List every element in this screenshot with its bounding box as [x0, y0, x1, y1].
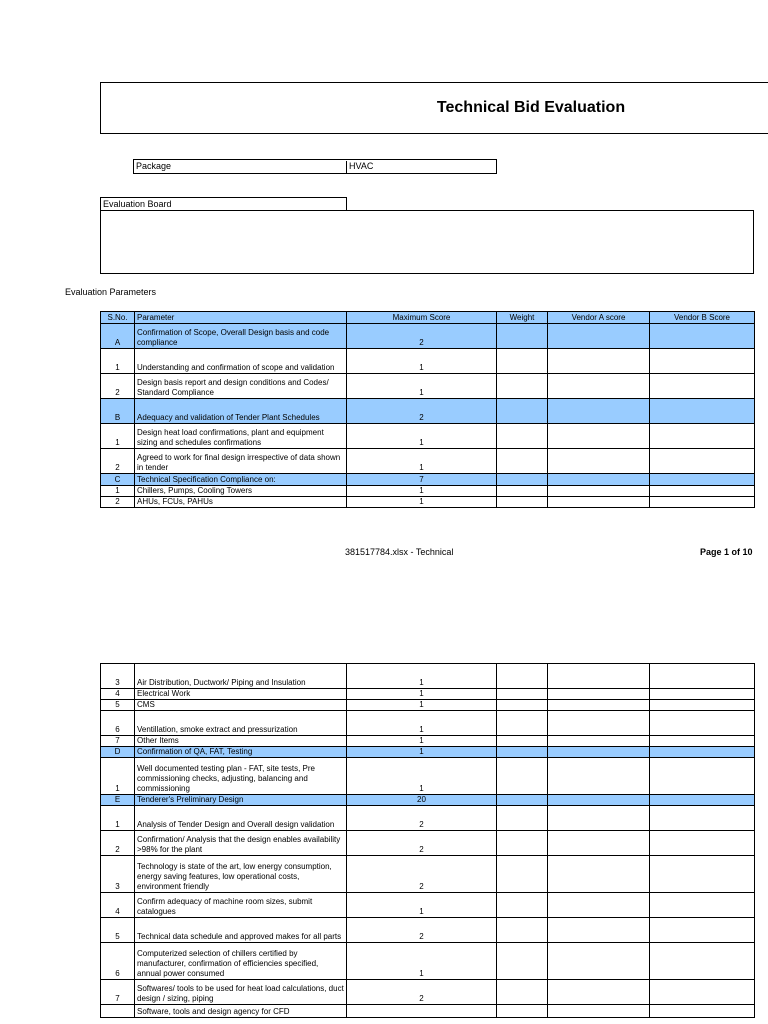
cell-sno: 7: [101, 736, 135, 747]
cell-vendor-b-score[interactable]: [650, 349, 755, 374]
cell-weight[interactable]: [497, 711, 548, 736]
evaluation-parameters-label: Evaluation Parameters: [65, 287, 157, 297]
cell-vendor-a-score[interactable]: [548, 689, 650, 700]
package-row: [133, 159, 497, 174]
cell-weight[interactable]: [497, 474, 548, 486]
cell-vendor-a-score[interactable]: [548, 943, 650, 980]
table-row: [101, 806, 755, 831]
cell-sno: 5: [101, 918, 135, 943]
cell-vendor-a-score[interactable]: [548, 474, 650, 486]
cell-max-score: 1: [347, 374, 497, 399]
table-row: [101, 980, 755, 1005]
table-row: [101, 349, 755, 374]
col-header-vendor-b: Vendor B Score: [650, 312, 755, 324]
table-row: [101, 943, 755, 980]
cell-max-score: 20: [347, 795, 497, 806]
cell-vendor-a-score[interactable]: [548, 831, 650, 856]
cell-vendor-a-score[interactable]: [548, 374, 650, 399]
cell-max-score: 1: [347, 736, 497, 747]
package-value: HVAC: [346, 161, 373, 174]
cell-max-score: 1: [347, 486, 497, 497]
table-row: [101, 795, 755, 806]
cell-max-score: 1: [347, 424, 497, 449]
cell-max-score: 2: [347, 856, 497, 893]
evaluation-table-page2: [100, 663, 755, 1018]
cell-sno: E: [101, 795, 135, 806]
cell-weight[interactable]: [497, 980, 548, 1005]
cell-parameter: Design heat load confirmations, plant and equipment sizing and schedules confirmations: [135, 424, 347, 449]
cell-weight[interactable]: [497, 689, 548, 700]
page-title: Technical Bid Evaluation: [436, 99, 626, 116]
cell-max-score: 2: [347, 831, 497, 856]
cell-sno: 1: [101, 486, 135, 497]
table-row: [101, 918, 755, 943]
evaluation-table-page1: [100, 311, 755, 508]
cell-weight[interactable]: [497, 497, 548, 508]
cell-parameter: Confirm adequacy of machine room sizes, submit catalogues: [135, 893, 347, 918]
table-row: [101, 424, 755, 449]
cell-vendor-b-score[interactable]: [650, 700, 755, 711]
cell-vendor-b-score[interactable]: [650, 980, 755, 1005]
cell-vendor-a-score[interactable]: [548, 980, 650, 1005]
table-row: [101, 1005, 755, 1018]
table-header-row: [101, 312, 755, 324]
cell-vendor-a-score[interactable]: [548, 736, 650, 747]
table-row: [101, 474, 755, 486]
cell-max-score: 1: [347, 349, 497, 374]
cell-sno: 1: [101, 349, 135, 374]
cell-parameter: Technical Specification Compliance on:: [135, 474, 347, 486]
cell-vendor-a-score[interactable]: [548, 700, 650, 711]
cell-vendor-b-score[interactable]: [650, 736, 755, 747]
cell-vendor-b-score[interactable]: [650, 1005, 755, 1018]
cell-max-score: [347, 1005, 497, 1018]
cell-sno: 2: [101, 497, 135, 508]
table-row: [101, 324, 755, 349]
cell-weight[interactable]: [497, 424, 548, 449]
cell-weight[interactable]: [497, 324, 548, 349]
cell-weight[interactable]: [497, 1005, 548, 1018]
cell-vendor-b-score[interactable]: [650, 747, 755, 758]
col-header-vendor-a: Vendor A score: [548, 312, 650, 324]
cell-vendor-b-score[interactable]: [650, 474, 755, 486]
cell-sno: D: [101, 747, 135, 758]
cell-vendor-b-score[interactable]: [650, 711, 755, 736]
cell-vendor-a-score[interactable]: [548, 747, 650, 758]
footer-page-number: Page 1 of 10: [700, 547, 753, 557]
cell-max-score: 2: [347, 918, 497, 943]
cell-sno: C: [101, 474, 135, 486]
table-row: [101, 856, 755, 893]
cell-vendor-a-score[interactable]: [548, 664, 650, 689]
col-header-max-score: Maximum Score: [347, 312, 497, 324]
cell-weight[interactable]: [497, 736, 548, 747]
cell-parameter: Agreed to work for final design irrespective of data shown in tender: [135, 449, 347, 474]
cell-sno: A: [101, 324, 135, 349]
cell-weight[interactable]: [497, 758, 548, 795]
cell-parameter: Understanding and confirmation of scope and validation: [135, 349, 347, 374]
col-header-sno: S.No.: [101, 312, 135, 324]
cell-parameter: Confirmation of Scope, Overall Design basis and code compliance: [135, 324, 347, 349]
cell-parameter: Chillers, Pumps, Cooling Towers: [135, 486, 347, 497]
cell-vendor-a-score[interactable]: [548, 856, 650, 893]
cell-parameter: Ventillation, smoke extract and pressurization: [135, 711, 347, 736]
cell-sno: 6: [101, 711, 135, 736]
cell-vendor-b-score[interactable]: [650, 893, 755, 918]
cell-max-score: 1: [347, 449, 497, 474]
cell-vendor-b-score[interactable]: [650, 486, 755, 497]
cell-max-score: 1: [347, 700, 497, 711]
table-row: [101, 497, 755, 508]
cell-max-score: 1: [347, 747, 497, 758]
cell-weight[interactable]: [497, 486, 548, 497]
table-row: [101, 399, 755, 424]
footer-filename: 381517784.xlsx - Technical: [345, 547, 454, 557]
cell-weight[interactable]: [497, 399, 548, 424]
cell-max-score: 1: [347, 664, 497, 689]
cell-weight[interactable]: [497, 893, 548, 918]
cell-vendor-b-score[interactable]: [650, 806, 755, 831]
cell-parameter: Tenderer's Preliminary Design: [135, 795, 347, 806]
cell-vendor-b-score[interactable]: [650, 943, 755, 980]
evaluation-board-box[interactable]: [100, 210, 754, 274]
table-row: [101, 689, 755, 700]
cell-vendor-a-score[interactable]: [548, 806, 650, 831]
cell-sno: 2: [101, 831, 135, 856]
cell-vendor-a-score[interactable]: [548, 758, 650, 795]
cell-vendor-a-score[interactable]: [548, 399, 650, 424]
cell-weight[interactable]: [497, 795, 548, 806]
cell-vendor-a-score[interactable]: [548, 711, 650, 736]
table-row: [101, 486, 755, 497]
package-label: Package: [136, 161, 172, 171]
cell-sno: 1: [101, 758, 135, 795]
cell-max-score: 2: [347, 324, 497, 349]
cell-max-score: 7: [347, 474, 497, 486]
cell-vendor-a-score[interactable]: [548, 349, 650, 374]
cell-parameter: Air Distribution, Ductwork/ Piping and Insulation: [135, 664, 347, 689]
cell-parameter: Electrical Work: [135, 689, 347, 700]
cell-max-score: 1: [347, 943, 497, 980]
cell-sno: 3: [101, 664, 135, 689]
cell-sno: 5: [101, 700, 135, 711]
col-header-weight: Weight: [497, 312, 548, 324]
cell-sno: [101, 1005, 135, 1018]
cell-vendor-b-score[interactable]: [650, 449, 755, 474]
cell-max-score: 1: [347, 711, 497, 736]
cell-max-score: 1: [347, 497, 497, 508]
cell-max-score: 2: [347, 399, 497, 424]
cell-sno: 2: [101, 449, 135, 474]
cell-weight[interactable]: [497, 374, 548, 399]
cell-parameter: Software, tools and design agency for CFD: [135, 1005, 347, 1018]
cell-parameter: Confirmation of QA, FAT, Testing: [135, 747, 347, 758]
cell-vendor-b-score[interactable]: [650, 758, 755, 795]
cell-parameter: Well documented testing plan - FAT, site tests, Pre commissioning checks, adjusting, balancing and commissioning: [135, 758, 347, 795]
cell-max-score: 1: [347, 758, 497, 795]
cell-vendor-b-score[interactable]: [650, 795, 755, 806]
cell-weight[interactable]: [497, 806, 548, 831]
cell-vendor-a-score[interactable]: [548, 1005, 650, 1018]
cell-vendor-b-score[interactable]: [650, 918, 755, 943]
cell-sno: 6: [101, 943, 135, 980]
cell-parameter: CMS: [135, 700, 347, 711]
table-row: [101, 711, 755, 736]
cell-vendor-b-score[interactable]: [650, 856, 755, 893]
cell-max-score: 2: [347, 806, 497, 831]
cell-parameter: Confirmation/ Analysis that the design enables availability >98% for the plant: [135, 831, 347, 856]
cell-vendor-b-score[interactable]: [650, 324, 755, 349]
cell-weight[interactable]: [497, 918, 548, 943]
cell-vendor-a-score[interactable]: [548, 449, 650, 474]
cell-vendor-a-score[interactable]: [548, 893, 650, 918]
cell-weight[interactable]: [497, 700, 548, 711]
cell-vendor-b-score[interactable]: [650, 424, 755, 449]
col-header-parameter: Parameter: [135, 312, 347, 324]
table-row: [101, 747, 755, 758]
cell-sno: 1: [101, 806, 135, 831]
cell-weight[interactable]: [497, 831, 548, 856]
cell-parameter: Adequacy and validation of Tender Plant Schedules: [135, 399, 347, 424]
cell-sno: B: [101, 399, 135, 424]
table-row: [101, 700, 755, 711]
table-row: [101, 893, 755, 918]
cell-vendor-a-score[interactable]: [548, 424, 650, 449]
cell-sno: 4: [101, 689, 135, 700]
cell-parameter: Softwares/ tools to be used for heat load calculations, duct design / sizing, piping: [135, 980, 347, 1005]
cell-vendor-b-score[interactable]: [650, 664, 755, 689]
cell-vendor-a-score[interactable]: [548, 497, 650, 508]
cell-vendor-a-score[interactable]: [548, 324, 650, 349]
cell-sno: 7: [101, 980, 135, 1005]
cell-max-score: 1: [347, 893, 497, 918]
cell-max-score: 2: [347, 980, 497, 1005]
cell-parameter: Technical data schedule and approved makes for all parts: [135, 918, 347, 943]
cell-max-score: 1: [347, 689, 497, 700]
cell-weight[interactable]: [497, 449, 548, 474]
cell-parameter: Other Items: [135, 736, 347, 747]
cell-sno: 3: [101, 856, 135, 893]
cell-weight[interactable]: [497, 856, 548, 893]
cell-vendor-a-score[interactable]: [548, 486, 650, 497]
cell-parameter: Technology is state of the art, low energy consumption, energy saving features, low operational costs, environment friendly: [135, 856, 347, 893]
cell-parameter: Computerized selection of chillers certified by manufacturer, confirmation of efficiencies specified, annual power consumed: [135, 943, 347, 980]
cell-vendor-a-score[interactable]: [548, 918, 650, 943]
cell-sno: 2: [101, 374, 135, 399]
table-row: [101, 736, 755, 747]
cell-weight[interactable]: [497, 943, 548, 980]
cell-vendor-b-score[interactable]: [650, 689, 755, 700]
cell-vendor-b-score[interactable]: [650, 831, 755, 856]
table-row: [101, 374, 755, 399]
cell-parameter: Analysis of Tender Design and Overall design validation: [135, 806, 347, 831]
cell-sno: 4: [101, 893, 135, 918]
cell-vendor-a-score[interactable]: [548, 795, 650, 806]
table-row: [101, 449, 755, 474]
cell-parameter: AHUs, FCUs, PAHUs: [135, 497, 347, 508]
cell-vendor-b-score[interactable]: [650, 374, 755, 399]
table-row: [101, 664, 755, 689]
cell-vendor-b-score[interactable]: [650, 497, 755, 508]
table-row: [101, 831, 755, 856]
cell-sno: 1: [101, 424, 135, 449]
cell-weight[interactable]: [497, 664, 548, 689]
cell-parameter: Design basis report and design conditions and Codes/ Standard Compliance: [135, 374, 347, 399]
evaluation-board-label: Evaluation Board: [100, 197, 347, 211]
cell-weight[interactable]: [497, 747, 548, 758]
table-row: [101, 758, 755, 795]
cell-weight[interactable]: [497, 349, 548, 374]
cell-vendor-b-score[interactable]: [650, 399, 755, 424]
